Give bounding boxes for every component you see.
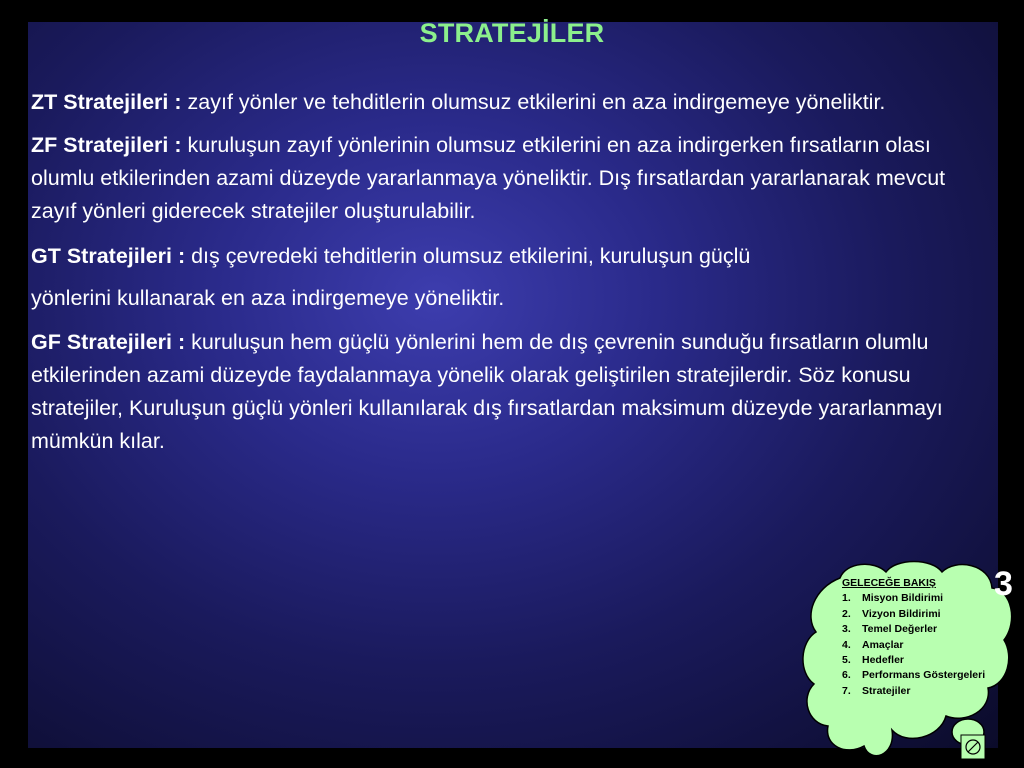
cloud-menu-item[interactable]: 2. Vizyon Bildirimi [842,607,941,620]
slide-title: STRATEJİLER [419,18,605,48]
cloud-menu-item[interactable]: 7. Stratejiler [842,684,911,697]
paragraph-text: zayıf yönler ve tehditlerin olumsuz etkilerini en aza indirgemeye yöneliktir. [181,90,886,114]
paragraph-label: ZF Stratejileri : [31,133,182,157]
slide-content [31,86,996,458]
cloud-menu-item[interactable]: 5. Hedefler [842,654,905,667]
cloud-menu-list [842,591,1022,699]
cloud-menu-item[interactable]: 4. Amaçlar [842,638,904,651]
page-number: 3 [994,565,1013,603]
cloud-menu-title[interactable]: GELECEĞE BAKIŞ [842,577,936,589]
paragraph-zt [31,86,996,119]
cloud-menu-item[interactable]: 3. Temel Değerler [842,623,938,636]
paragraph-label: GT Stratejileri : [31,244,186,268]
paragraph-gt [31,238,996,274]
paragraph-gt-continued [31,280,996,316]
paragraph-label: GF Stratejileri : [31,330,186,354]
paragraph-gf [31,326,996,458]
paragraph-label: ZT Stratejileri : [31,90,182,114]
cloud-menu-item[interactable]: 6. Performans Göstergeleri [842,669,986,682]
paragraph-text: yönlerini kullanarak en aza indirgemeye yöneliktir. [31,286,505,310]
no-entry-icon[interactable] [960,734,986,760]
paragraph-text: dış çevredeki tehditlerin olumsuz etkilerini, kuruluşun güçlü [185,244,751,268]
cloud-menu-item[interactable]: 1. Misyon Bildirimi [842,592,944,605]
paragraph-zf [31,129,996,228]
paragraph-text: kuruluşun zayıf yönlerinin olumsuz etkilerini en aza indirgerken fırsatların olası olumlu etkilerinden azami düzeyde yararlanmaya yöneliktir. Dış fırsatlardan yararlanarak mevcut zayıf yönleri giderecek stratejiler oluşturulabilir. [31,133,946,223]
paragraph-text: kuruluşun hem güçlü yönlerini hem de dış çevrenin sunduğu fırsatların olumlu etkilerinden azami düzeyde faydalanmaya yönelik olarak geliştirilen stratejilerdir. Söz konusu stratejiler, Kuruluşun güçlü yönleri kullanılarak dış fırsatlardan maksimum düzeyde yararlanmayı mümkün kılar. [31,330,943,453]
